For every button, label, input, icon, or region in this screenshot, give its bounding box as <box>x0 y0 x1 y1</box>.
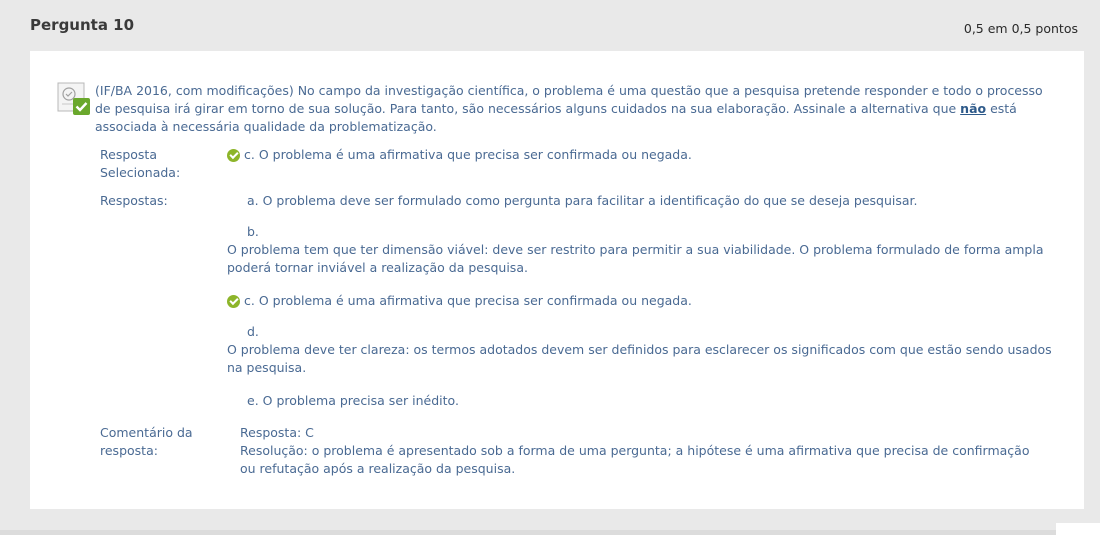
selected-answer: c. O problema é uma afirmativa que precisa ser confirmada ou negada. <box>227 146 692 164</box>
answer-option-b: O problema tem que ter dimensão viável: deve ser restrito para permitir a sua viabilidade. O problema formulado de forma ampla poderá tornar inviável a realização da pesquisa. <box>227 242 1044 275</box>
question-title: Pergunta 10 <box>30 16 135 34</box>
selected-answer-label: Resposta Selecionada: <box>100 147 181 180</box>
question-card <box>30 51 1084 509</box>
answer-option-e: e. O problema precisa ser inédito. <box>247 393 459 408</box>
question-header <box>0 0 1100 50</box>
emphasis-text: não <box>960 101 987 116</box>
feedback-resolution: Resolução: o problema é apresentado sob a forma de uma pergunta; a hipótese é uma afirmativa que precisa de confirmação ou refutação após a realização da pesquisa. <box>240 443 1030 476</box>
feedback-answer: Resposta: C <box>240 425 314 440</box>
feedback-label: Comentário da resposta: <box>100 425 193 458</box>
question-text: (IF/BA 2016, com modificações) No campo da investigação científica, o problema é uma questão que a pesquisa pretende responder e todo o processo de pesquisa irá girar em torno de sua solução. Para tanto, são necessários alguns cuidados na sua elaboração. Assinale a alternativa que não está associada à necessária qualidade da problematização. <box>95 83 1043 134</box>
answer-option-a: a. O problema deve ser formulado como pergunta para facilitar a identificação do que se deseja pesquisar. <box>247 193 918 208</box>
divider <box>0 530 1056 535</box>
answer-option-b-letter: b. <box>247 224 259 239</box>
corner-panel <box>1056 523 1100 535</box>
correct-check-icon <box>227 149 240 162</box>
question-completed-icon <box>56 81 92 117</box>
answer-option-c: c. O problema é uma afirmativa que precisa ser confirmada ou negada. <box>227 292 692 310</box>
answer-option-d-letter: d. <box>247 324 259 339</box>
question-points: 0,5 em 0,5 pontos <box>963 21 1078 36</box>
answers-label: Respostas: <box>100 193 168 208</box>
correct-check-icon <box>227 295 240 308</box>
answer-option-d: O problema deve ter clareza: os termos adotados devem ser definidos para esclarecer os significados com que estão sendo usados na pesquisa. <box>227 342 1052 375</box>
